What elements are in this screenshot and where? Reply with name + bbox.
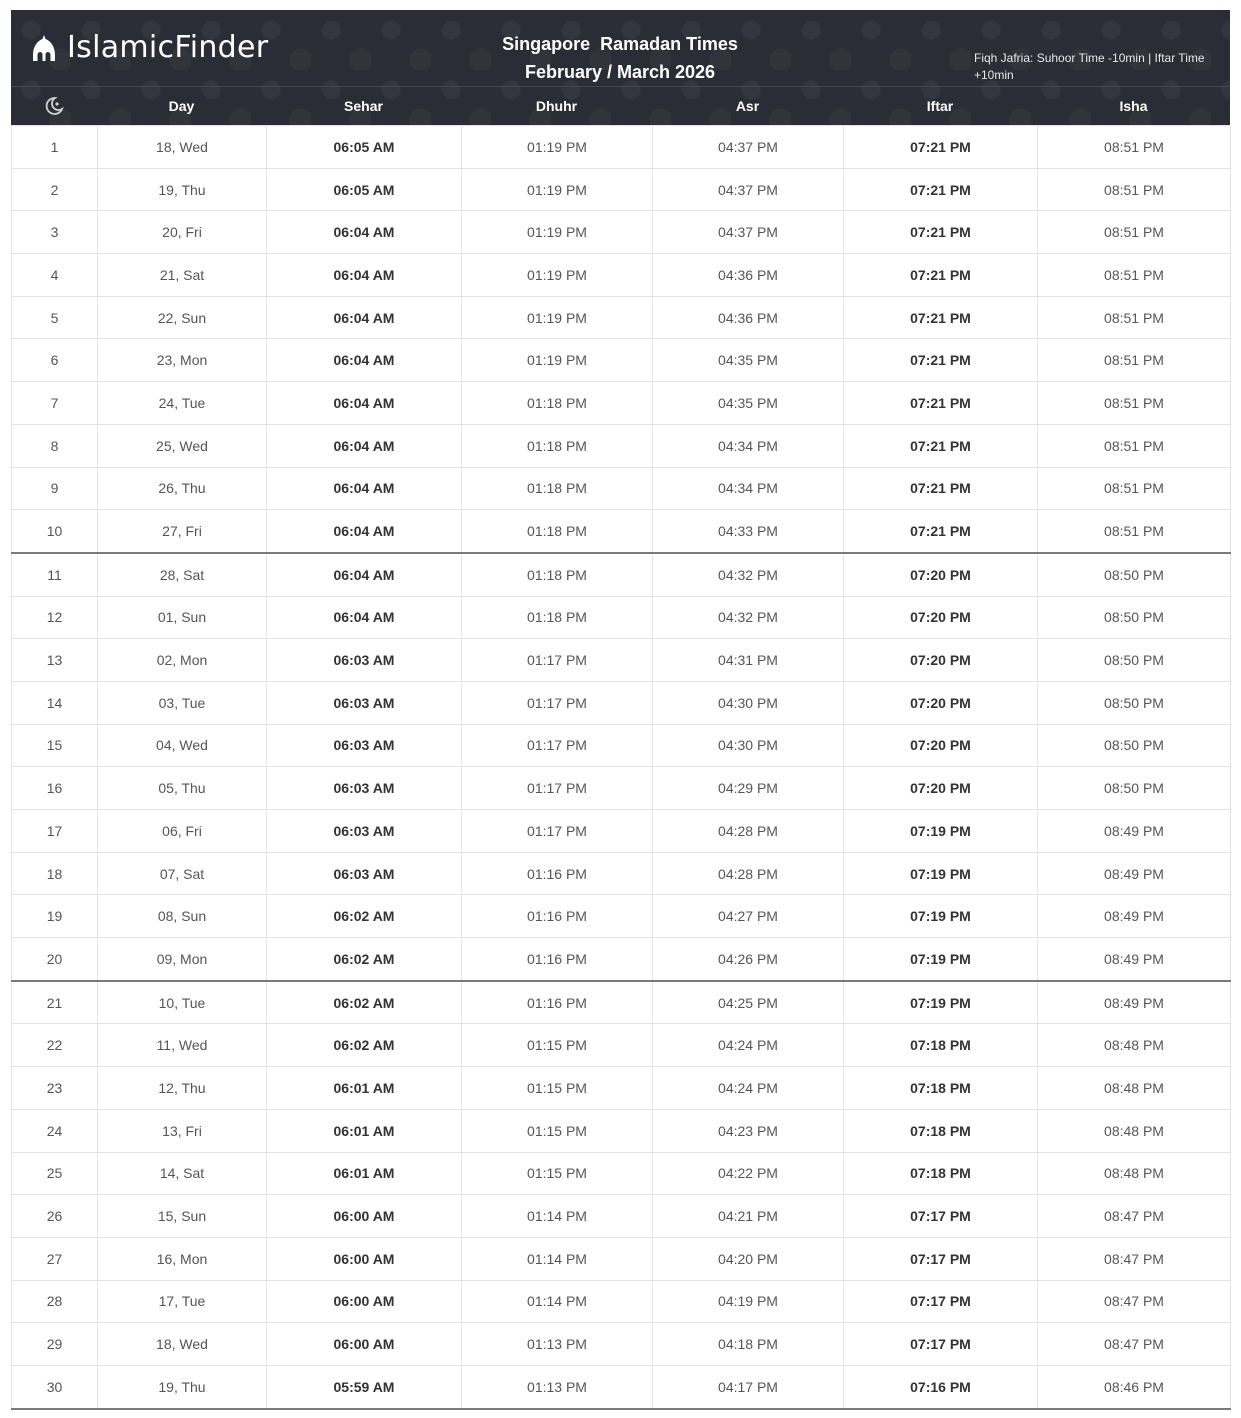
isha-cell: 08:49 PM (1038, 810, 1231, 853)
iftar-cell: 07:19 PM (844, 938, 1038, 981)
ramadan-day-cell: 19 (12, 895, 98, 938)
dhuhr-cell: 01:17 PM (462, 681, 653, 724)
dhuhr-cell: 01:15 PM (462, 1152, 653, 1195)
asr-cell: 04:35 PM (653, 339, 844, 382)
iftar-cell: 07:18 PM (844, 1152, 1038, 1195)
asr-cell: 04:24 PM (653, 1067, 844, 1110)
ramadan-day-cell: 18 (12, 852, 98, 895)
sehar-cell: 06:05 AM (267, 168, 462, 211)
dhuhr-cell: 01:18 PM (462, 510, 653, 553)
isha-cell: 08:50 PM (1038, 767, 1231, 810)
dhuhr-cell: 01:15 PM (462, 1024, 653, 1067)
column-header-iftar: Iftar (926, 98, 954, 114)
dhuhr-cell: 01:14 PM (462, 1280, 653, 1323)
day-cell: 21, Sat (98, 254, 267, 297)
ramadan-day-cell: 21 (12, 981, 98, 1024)
sehar-cell: 06:02 AM (267, 981, 462, 1024)
day-cell: 09, Mon (98, 938, 267, 981)
ramadan-day-cell: 7 (12, 382, 98, 425)
isha-cell: 08:51 PM (1038, 382, 1231, 425)
iftar-cell: 07:17 PM (844, 1323, 1038, 1366)
iftar-cell: 07:21 PM (844, 126, 1038, 169)
asr-cell: 04:25 PM (653, 981, 844, 1024)
ramadan-timetable (11, 10, 1230, 1410)
title-months: February / March 2026 (524, 62, 716, 82)
isha-cell: 08:47 PM (1038, 1237, 1231, 1280)
asr-cell: 04:30 PM (653, 681, 844, 724)
day-cell: 27, Fri (98, 510, 267, 553)
table-row (12, 895, 1231, 938)
sehar-cell: 06:03 AM (267, 767, 462, 810)
day-cell: 11, Wed (98, 1024, 267, 1067)
day-cell: 18, Wed (98, 126, 267, 169)
dhuhr-cell: 01:19 PM (462, 168, 653, 211)
dhuhr-cell: 01:18 PM (462, 382, 653, 425)
sehar-cell: 06:04 AM (267, 254, 462, 297)
table-row (12, 1152, 1231, 1195)
table-row (12, 553, 1231, 596)
iftar-cell: 07:21 PM (844, 382, 1038, 425)
iftar-cell: 07:17 PM (844, 1237, 1038, 1280)
iftar-cell: 07:17 PM (844, 1195, 1038, 1238)
sehar-cell: 06:04 AM (267, 339, 462, 382)
day-cell: 13, Fri (98, 1109, 267, 1152)
iftar-cell: 07:19 PM (844, 852, 1038, 895)
day-cell: 22, Sun (98, 296, 267, 339)
mosque-dome-icon (29, 33, 59, 63)
asr-cell: 04:24 PM (653, 1024, 844, 1067)
ramadan-day-cell: 26 (12, 1195, 98, 1238)
table-row (12, 1237, 1231, 1280)
table-row (12, 1280, 1231, 1323)
asr-cell: 04:37 PM (653, 211, 844, 254)
sehar-cell: 06:00 AM (267, 1323, 462, 1366)
asr-cell: 04:34 PM (653, 467, 844, 510)
ramadan-day-cell: 25 (12, 1152, 98, 1195)
sehar-cell: 05:59 AM (267, 1365, 462, 1408)
iftar-cell: 07:20 PM (844, 767, 1038, 810)
isha-cell: 08:50 PM (1038, 553, 1231, 596)
asr-cell: 04:37 PM (653, 126, 844, 169)
fiqh-note: Fiqh Jafria: Suhoor Time -10min | Iftar Time +10min (974, 51, 1205, 82)
dhuhr-cell: 01:16 PM (462, 981, 653, 1024)
sehar-cell: 06:03 AM (267, 852, 462, 895)
day-cell: 08, Sun (98, 895, 267, 938)
dhuhr-cell: 01:17 PM (462, 810, 653, 853)
sehar-cell: 06:00 AM (267, 1195, 462, 1238)
asr-cell: 04:19 PM (653, 1280, 844, 1323)
sehar-cell: 06:00 AM (267, 1237, 462, 1280)
isha-cell: 08:48 PM (1038, 1152, 1231, 1195)
page-title (431, 30, 809, 86)
asr-cell: 04:33 PM (653, 510, 844, 553)
day-cell: 24, Tue (98, 382, 267, 425)
isha-cell: 08:47 PM (1038, 1195, 1231, 1238)
table-row (12, 938, 1231, 981)
dhuhr-cell: 01:19 PM (462, 296, 653, 339)
isha-cell: 08:50 PM (1038, 639, 1231, 682)
day-cell: 20, Fri (98, 211, 267, 254)
dhuhr-cell: 01:15 PM (462, 1109, 653, 1152)
sehar-cell: 06:02 AM (267, 895, 462, 938)
table-row (12, 1195, 1231, 1238)
day-cell: 01, Sun (98, 596, 267, 639)
table-row (12, 1365, 1231, 1408)
sehar-cell: 06:02 AM (267, 1024, 462, 1067)
isha-cell: 08:46 PM (1038, 1365, 1231, 1408)
sehar-cell: 06:04 AM (267, 296, 462, 339)
ramadan-day-cell: 20 (12, 938, 98, 981)
table-row (12, 596, 1231, 639)
table-row (12, 126, 1231, 169)
ramadan-day-cell: 30 (12, 1365, 98, 1408)
table-row (12, 724, 1231, 767)
ramadan-day-cell: 12 (12, 596, 98, 639)
iftar-cell: 07:21 PM (844, 168, 1038, 211)
sehar-cell: 06:04 AM (267, 596, 462, 639)
table-row (12, 467, 1231, 510)
sehar-cell: 06:00 AM (267, 1280, 462, 1323)
sehar-cell: 06:02 AM (267, 938, 462, 981)
isha-cell: 08:47 PM (1038, 1280, 1231, 1323)
dhuhr-cell: 01:17 PM (462, 724, 653, 767)
dhuhr-cell: 01:19 PM (462, 211, 653, 254)
isha-cell: 08:50 PM (1038, 596, 1231, 639)
sehar-cell: 06:01 AM (267, 1152, 462, 1195)
dhuhr-cell: 01:17 PM (462, 767, 653, 810)
ramadan-day-cell: 15 (12, 724, 98, 767)
sehar-cell: 06:01 AM (267, 1067, 462, 1110)
dhuhr-cell: 01:15 PM (462, 1067, 653, 1110)
ramadan-day-cell: 17 (12, 810, 98, 853)
column-headers (11, 87, 1230, 125)
dhuhr-cell: 01:13 PM (462, 1365, 653, 1408)
column-header-dhuhr: Dhuhr (535, 98, 578, 114)
day-cell: 23, Mon (98, 339, 267, 382)
column-header-day: Day (168, 98, 195, 114)
title-location: Singapore Ramadan Times (502, 34, 738, 54)
asr-cell: 04:20 PM (653, 1237, 844, 1280)
iftar-cell: 07:21 PM (844, 510, 1038, 553)
day-cell: 25, Wed (98, 424, 267, 467)
dhuhr-cell: 01:17 PM (462, 639, 653, 682)
dhuhr-cell: 01:16 PM (462, 895, 653, 938)
asr-cell: 04:23 PM (653, 1109, 844, 1152)
iftar-cell: 07:21 PM (844, 211, 1038, 254)
ramadan-day-cell: 4 (12, 254, 98, 297)
table-row (12, 852, 1231, 895)
iftar-cell: 07:19 PM (844, 895, 1038, 938)
ramadan-day-cell: 29 (12, 1323, 98, 1366)
iftar-cell: 07:20 PM (844, 681, 1038, 724)
isha-cell: 08:51 PM (1038, 467, 1231, 510)
dhuhr-cell: 01:18 PM (462, 596, 653, 639)
ramadan-day-cell: 28 (12, 1280, 98, 1323)
dhuhr-cell: 01:16 PM (462, 852, 653, 895)
ramadan-day-cell: 5 (12, 296, 98, 339)
asr-cell: 04:21 PM (653, 1195, 844, 1238)
header-top (11, 10, 1230, 87)
brand-logo (29, 30, 268, 65)
dhuhr-cell: 01:19 PM (462, 254, 653, 297)
dhuhr-cell: 01:14 PM (462, 1237, 653, 1280)
iftar-cell: 07:18 PM (844, 1109, 1038, 1152)
ramadan-day-cell: 10 (12, 510, 98, 553)
iftar-cell: 07:18 PM (844, 1067, 1038, 1110)
dhuhr-cell: 01:16 PM (462, 938, 653, 981)
table-row (12, 424, 1231, 467)
day-cell: 15, Sun (98, 1195, 267, 1238)
iftar-cell: 07:21 PM (844, 424, 1038, 467)
day-cell: 18, Wed (98, 1323, 267, 1366)
table-row (12, 681, 1231, 724)
asr-cell: 04:36 PM (653, 296, 844, 339)
iftar-cell: 07:16 PM (844, 1365, 1038, 1408)
sehar-cell: 06:03 AM (267, 681, 462, 724)
isha-cell: 08:49 PM (1038, 852, 1231, 895)
asr-cell: 04:35 PM (653, 382, 844, 425)
isha-cell: 08:51 PM (1038, 211, 1231, 254)
day-cell: 19, Thu (98, 168, 267, 211)
asr-cell: 04:36 PM (653, 254, 844, 297)
column-header-ramadan-day (11, 96, 97, 116)
sehar-cell: 06:03 AM (267, 724, 462, 767)
iftar-cell: 07:21 PM (844, 339, 1038, 382)
asr-cell: 04:26 PM (653, 938, 844, 981)
isha-cell: 08:48 PM (1038, 1067, 1231, 1110)
day-cell: 17, Tue (98, 1280, 267, 1323)
asr-cell: 04:17 PM (653, 1365, 844, 1408)
asr-cell: 04:29 PM (653, 767, 844, 810)
table-row (12, 767, 1231, 810)
day-cell: 07, Sat (98, 852, 267, 895)
ramadan-day-cell: 3 (12, 211, 98, 254)
dhuhr-cell: 01:13 PM (462, 1323, 653, 1366)
asr-cell: 04:32 PM (653, 553, 844, 596)
iftar-cell: 07:21 PM (844, 467, 1038, 510)
iftar-cell: 07:21 PM (844, 296, 1038, 339)
dhuhr-cell: 01:19 PM (462, 126, 653, 169)
isha-cell: 08:51 PM (1038, 168, 1231, 211)
day-cell: 19, Thu (98, 1365, 267, 1408)
isha-cell: 08:51 PM (1038, 296, 1231, 339)
iftar-cell: 07:21 PM (844, 254, 1038, 297)
isha-cell: 08:50 PM (1038, 724, 1231, 767)
table-row (12, 981, 1231, 1024)
isha-cell: 08:48 PM (1038, 1109, 1231, 1152)
iftar-cell: 07:19 PM (844, 810, 1038, 853)
ramadan-day-cell: 22 (12, 1024, 98, 1067)
asr-cell: 04:18 PM (653, 1323, 844, 1366)
day-cell: 10, Tue (98, 981, 267, 1024)
isha-cell: 08:51 PM (1038, 254, 1231, 297)
ramadan-day-cell: 14 (12, 681, 98, 724)
isha-cell: 08:51 PM (1038, 126, 1231, 169)
column-header-asr: Asr (735, 98, 760, 114)
isha-cell: 08:49 PM (1038, 895, 1231, 938)
day-cell: 12, Thu (98, 1067, 267, 1110)
day-cell: 06, Fri (98, 810, 267, 853)
ramadan-day-cell: 9 (12, 467, 98, 510)
asr-cell: 04:22 PM (653, 1152, 844, 1195)
table-row (12, 510, 1231, 553)
crescent-moon-icon (44, 97, 64, 113)
table-row (12, 168, 1231, 211)
iftar-cell: 07:20 PM (844, 639, 1038, 682)
day-cell: 05, Thu (98, 767, 267, 810)
iftar-cell: 07:20 PM (844, 553, 1038, 596)
ramadan-day-cell: 24 (12, 1109, 98, 1152)
ramadan-day-cell: 8 (12, 424, 98, 467)
iftar-cell: 07:20 PM (844, 596, 1038, 639)
day-cell: 26, Thu (98, 467, 267, 510)
isha-cell: 08:49 PM (1038, 938, 1231, 981)
day-cell: 28, Sat (98, 553, 267, 596)
isha-cell: 08:47 PM (1038, 1323, 1231, 1366)
brand-name: IslamicFinder (67, 30, 269, 65)
table-row (12, 254, 1231, 297)
day-cell: 14, Sat (98, 1152, 267, 1195)
asr-cell: 04:34 PM (653, 424, 844, 467)
table-row (12, 1024, 1231, 1067)
table-row (12, 1323, 1231, 1366)
dhuhr-cell: 01:19 PM (462, 339, 653, 382)
table-row (12, 1067, 1231, 1110)
table-row (12, 639, 1231, 682)
asr-cell: 04:37 PM (653, 168, 844, 211)
sehar-cell: 06:05 AM (267, 126, 462, 169)
ramadan-day-cell: 23 (12, 1067, 98, 1110)
sehar-cell: 06:01 AM (267, 1109, 462, 1152)
day-cell: 16, Mon (98, 1237, 267, 1280)
iftar-cell: 07:20 PM (844, 724, 1038, 767)
asr-cell: 04:32 PM (653, 596, 844, 639)
isha-cell: 08:49 PM (1038, 981, 1231, 1024)
asr-cell: 04:27 PM (653, 895, 844, 938)
table-row (12, 211, 1231, 254)
day-cell: 03, Tue (98, 681, 267, 724)
sehar-cell: 06:04 AM (267, 382, 462, 425)
isha-cell: 08:51 PM (1038, 424, 1231, 467)
table-row (12, 810, 1231, 853)
sehar-cell: 06:04 AM (267, 424, 462, 467)
asr-cell: 04:28 PM (653, 810, 844, 853)
sehar-cell: 06:04 AM (267, 510, 462, 553)
ramadan-day-cell: 16 (12, 767, 98, 810)
sehar-cell: 06:03 AM (267, 810, 462, 853)
dhuhr-cell: 01:18 PM (462, 553, 653, 596)
isha-cell: 08:50 PM (1038, 681, 1231, 724)
iftar-cell: 07:17 PM (844, 1280, 1038, 1323)
timetable (11, 125, 1231, 1410)
dhuhr-cell: 01:14 PM (462, 1195, 653, 1238)
ramadan-day-cell: 2 (12, 168, 98, 211)
iftar-cell: 07:19 PM (844, 981, 1038, 1024)
timetable-header (11, 10, 1230, 125)
ramadan-day-cell: 13 (12, 639, 98, 682)
sehar-cell: 06:04 AM (267, 553, 462, 596)
ramadan-day-cell: 27 (12, 1237, 98, 1280)
asr-cell: 04:30 PM (653, 724, 844, 767)
table-row (12, 339, 1231, 382)
iftar-cell: 07:18 PM (844, 1024, 1038, 1067)
isha-cell: 08:51 PM (1038, 510, 1231, 553)
asr-cell: 04:31 PM (653, 639, 844, 682)
isha-cell: 08:48 PM (1038, 1024, 1231, 1067)
day-cell: 02, Mon (98, 639, 267, 682)
ramadan-day-cell: 1 (12, 126, 98, 169)
isha-cell: 08:51 PM (1038, 339, 1231, 382)
dhuhr-cell: 01:18 PM (462, 467, 653, 510)
table-row (12, 1109, 1231, 1152)
sehar-cell: 06:03 AM (267, 639, 462, 682)
dhuhr-cell: 01:18 PM (462, 424, 653, 467)
asr-cell: 04:28 PM (653, 852, 844, 895)
day-cell: 04, Wed (98, 724, 267, 767)
column-header-sehar: Sehar (344, 98, 383, 114)
sehar-cell: 06:04 AM (267, 211, 462, 254)
ramadan-day-cell: 6 (12, 339, 98, 382)
ramadan-day-cell: 11 (12, 553, 98, 596)
sehar-cell: 06:04 AM (267, 467, 462, 510)
table-row (12, 296, 1231, 339)
timetable-body (12, 126, 1231, 1409)
column-header-isha: Isha (1119, 98, 1148, 114)
table-row (12, 382, 1231, 425)
